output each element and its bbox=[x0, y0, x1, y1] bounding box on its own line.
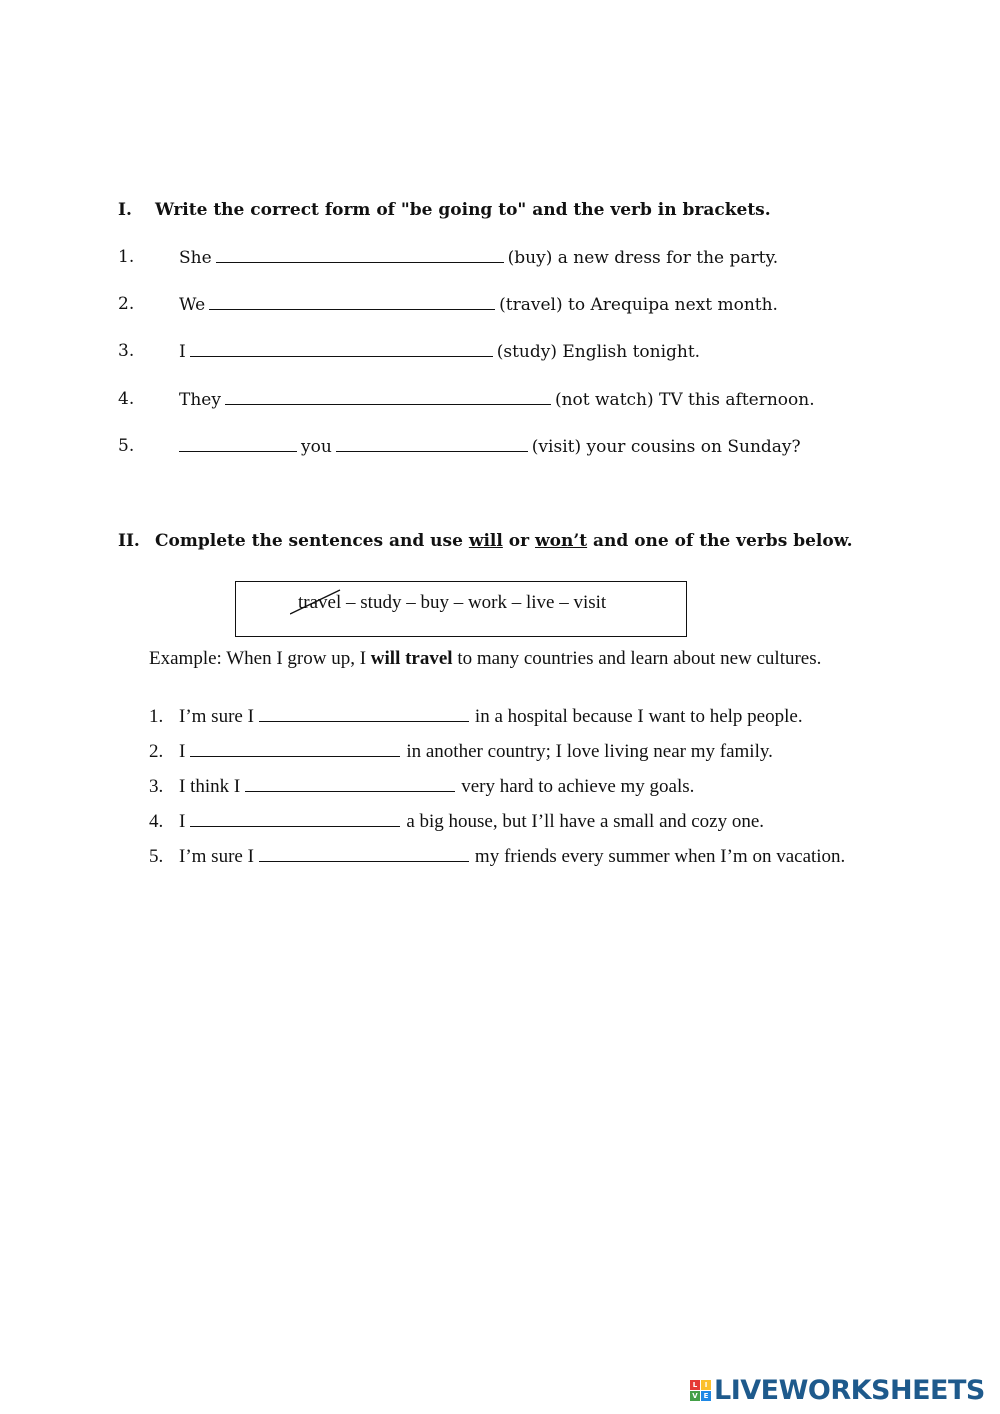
item-number: 3. bbox=[149, 776, 164, 797]
item-text-after: (study) English tonight. bbox=[496, 342, 701, 362]
item-number: 2. bbox=[149, 741, 164, 762]
crossed-word-text: travel bbox=[298, 592, 342, 613]
item-text-after: (travel) to Arequipa next month. bbox=[499, 295, 778, 315]
example-prefix: Example: When I grow up, I bbox=[149, 648, 367, 669]
crossed-word bbox=[298, 592, 341, 614]
logo-icon bbox=[690, 1380, 711, 1401]
item-text-before: She bbox=[179, 248, 212, 268]
s2-item-3 bbox=[149, 776, 695, 798]
or-word: or bbox=[508, 531, 530, 551]
item-text-after: (not watch) TV this afternoon. bbox=[554, 390, 815, 410]
item-text-before: They bbox=[179, 390, 221, 410]
item-text-before: We bbox=[179, 295, 206, 315]
will-keyword: will bbox=[468, 531, 503, 551]
item-text-before: I’m sure I bbox=[179, 846, 254, 867]
item-text-before: I think I bbox=[179, 776, 241, 797]
strike-mark bbox=[290, 586, 350, 620]
item-text-after: my friends every summer when I’m on vacation. bbox=[474, 846, 846, 867]
answer-blank[interactable] bbox=[259, 847, 469, 862]
item-text-after: in a hospital because I want to help people. bbox=[474, 706, 803, 727]
section-1-title: Write the correct form of "be going to" and the verb in brackets. bbox=[155, 200, 771, 220]
item-number: 5. bbox=[118, 436, 135, 456]
section-2-title-start: Complete the sentences and use bbox=[155, 531, 463, 551]
item-number: 1. bbox=[118, 247, 135, 267]
section-2-title-end: and one of the verbs below. bbox=[593, 531, 853, 551]
item-text-before: I’m sure I bbox=[179, 706, 254, 727]
item-text-after: a big house, but I’ll have a small and cozy one. bbox=[406, 811, 765, 832]
answer-blank[interactable] bbox=[190, 742, 400, 757]
example-answer: will travel bbox=[370, 648, 453, 669]
item-number: 2. bbox=[118, 294, 135, 314]
item-number: 5. bbox=[149, 846, 164, 867]
s2-item-4 bbox=[149, 811, 765, 833]
s2-item-5 bbox=[149, 846, 846, 868]
answer-blank[interactable] bbox=[190, 812, 400, 827]
section-2-numeral: II. bbox=[118, 531, 140, 551]
section-1-heading bbox=[118, 200, 771, 220]
item-number: 4. bbox=[118, 389, 135, 409]
s2-item-1 bbox=[149, 706, 803, 728]
section-2-heading bbox=[118, 531, 853, 551]
item-number: 4. bbox=[149, 811, 164, 832]
example-suffix: to many countries and learn about new cultures. bbox=[457, 648, 822, 669]
logo-square-yellow: I bbox=[701, 1380, 711, 1390]
logo-square-red: L bbox=[690, 1380, 700, 1390]
logo-square-green: V bbox=[690, 1391, 700, 1401]
section-1-numeral: I. bbox=[118, 200, 132, 220]
answer-blank[interactable] bbox=[216, 247, 504, 263]
item-number: 3. bbox=[118, 341, 135, 361]
answer-blank[interactable] bbox=[225, 389, 551, 405]
item-text-after: in another country; I love living near my family. bbox=[406, 741, 773, 762]
liveworksheets-logo bbox=[690, 1375, 985, 1406]
item-number: 1. bbox=[149, 706, 164, 727]
s2-item-2 bbox=[149, 741, 773, 763]
logo-text: LIVEWORKSHEETS bbox=[714, 1375, 985, 1406]
word-bank bbox=[298, 592, 606, 614]
item-text-before: I bbox=[179, 811, 186, 832]
item-text-middle: you bbox=[301, 437, 332, 457]
answer-blank[interactable] bbox=[259, 707, 469, 722]
item-text-before: I bbox=[179, 342, 186, 362]
item-text-after: very hard to achieve my goals. bbox=[461, 776, 695, 797]
logo-square-blue: E bbox=[701, 1391, 711, 1401]
item-text-before: I bbox=[179, 741, 186, 762]
answer-blank[interactable] bbox=[209, 294, 495, 310]
item-text-after: (buy) a new dress for the party. bbox=[507, 248, 779, 268]
answer-blank[interactable] bbox=[179, 436, 297, 452]
wont-keyword: won’t bbox=[535, 531, 588, 551]
answer-blank[interactable] bbox=[245, 777, 455, 792]
word-bank-rest: – study – buy – work – live – visit bbox=[341, 592, 607, 613]
item-text-after: (visit) your cousins on Sunday? bbox=[531, 437, 801, 457]
answer-blank[interactable] bbox=[190, 341, 493, 357]
answer-blank[interactable] bbox=[336, 436, 528, 452]
example-sentence bbox=[149, 648, 821, 670]
